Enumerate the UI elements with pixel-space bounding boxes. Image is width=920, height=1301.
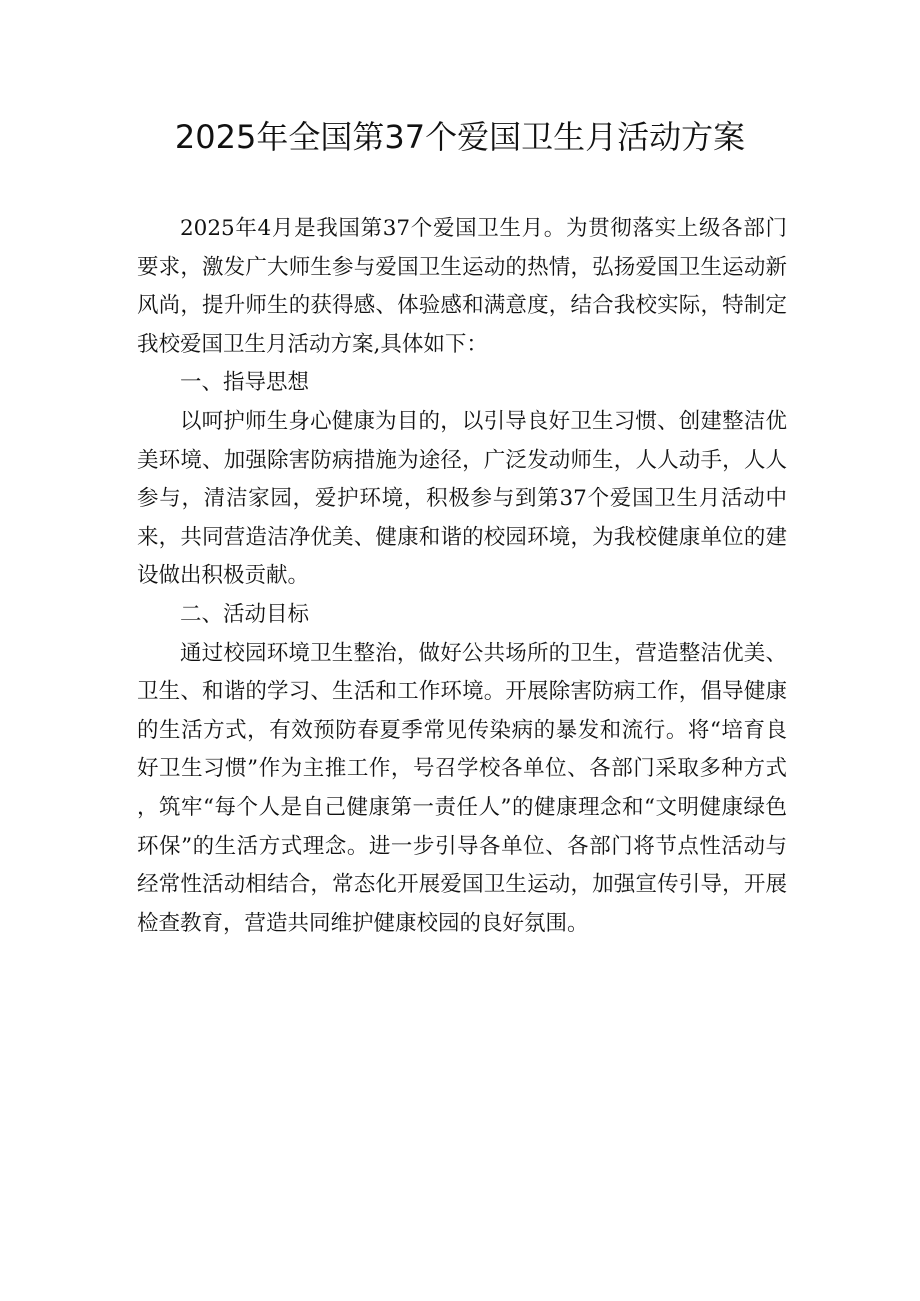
section-heading-activity-goals: 二、活动目标: [180, 601, 310, 627]
activity-goals-paragraph: 通过校园环境卫生整治，做好公共场所的卫生，营造整洁优美、卫生、和谐的学习、生活和工作环境。开展除害防病工作，倡导健康的生活方式，有效预防春夏季常见传染病的暴发和流行。将“培育良好卫生习惯”作为主推工作，号召学校各单位、各部门采取多种方式，筑牢“每个人是自己健康第一责任人”的健康理念和“文明健康绿色环保”的生活方式理念。进一步引导各单位、各部门将节点性活动与经常性活动相结合，常态化开展爱国卫生运动，加强宣传引导，开展检查教育，营造共同维护健康校园的良好氛围。: [137, 640, 787, 936]
guiding-ideology-paragraph: 以呵护师生身心健康为目的，以引导良好卫生习惯、创建整洁优美环境、加强除害防病措施为途径，广泛发动师生，人人动手，人人参与，清洁家园，爱护环境，积极参与到第37个爱国卫生月活动中来，共同营造洁净优美、健康和谐的校园环境，为我校健康单位的建设做出积极贡献。: [137, 408, 787, 589]
document-title: 2025年全国第37个爱国卫生月活动方案: [174, 118, 746, 156]
section-heading-guiding-ideology: 一、指导思想: [180, 370, 310, 396]
document-body: [137, 210, 787, 943]
intro-paragraph: 2025年4月是我国第37个爱国卫生月。为贯彻落实上级各部门要求，激发广大师生参与爱国卫生运动的热情，弘扬爱国卫生运动新风尚，提升师生的获得感、体验感和满意度，结合我校实际，特制定我校爱国卫生月活动方案,具体如下：: [137, 216, 787, 357]
